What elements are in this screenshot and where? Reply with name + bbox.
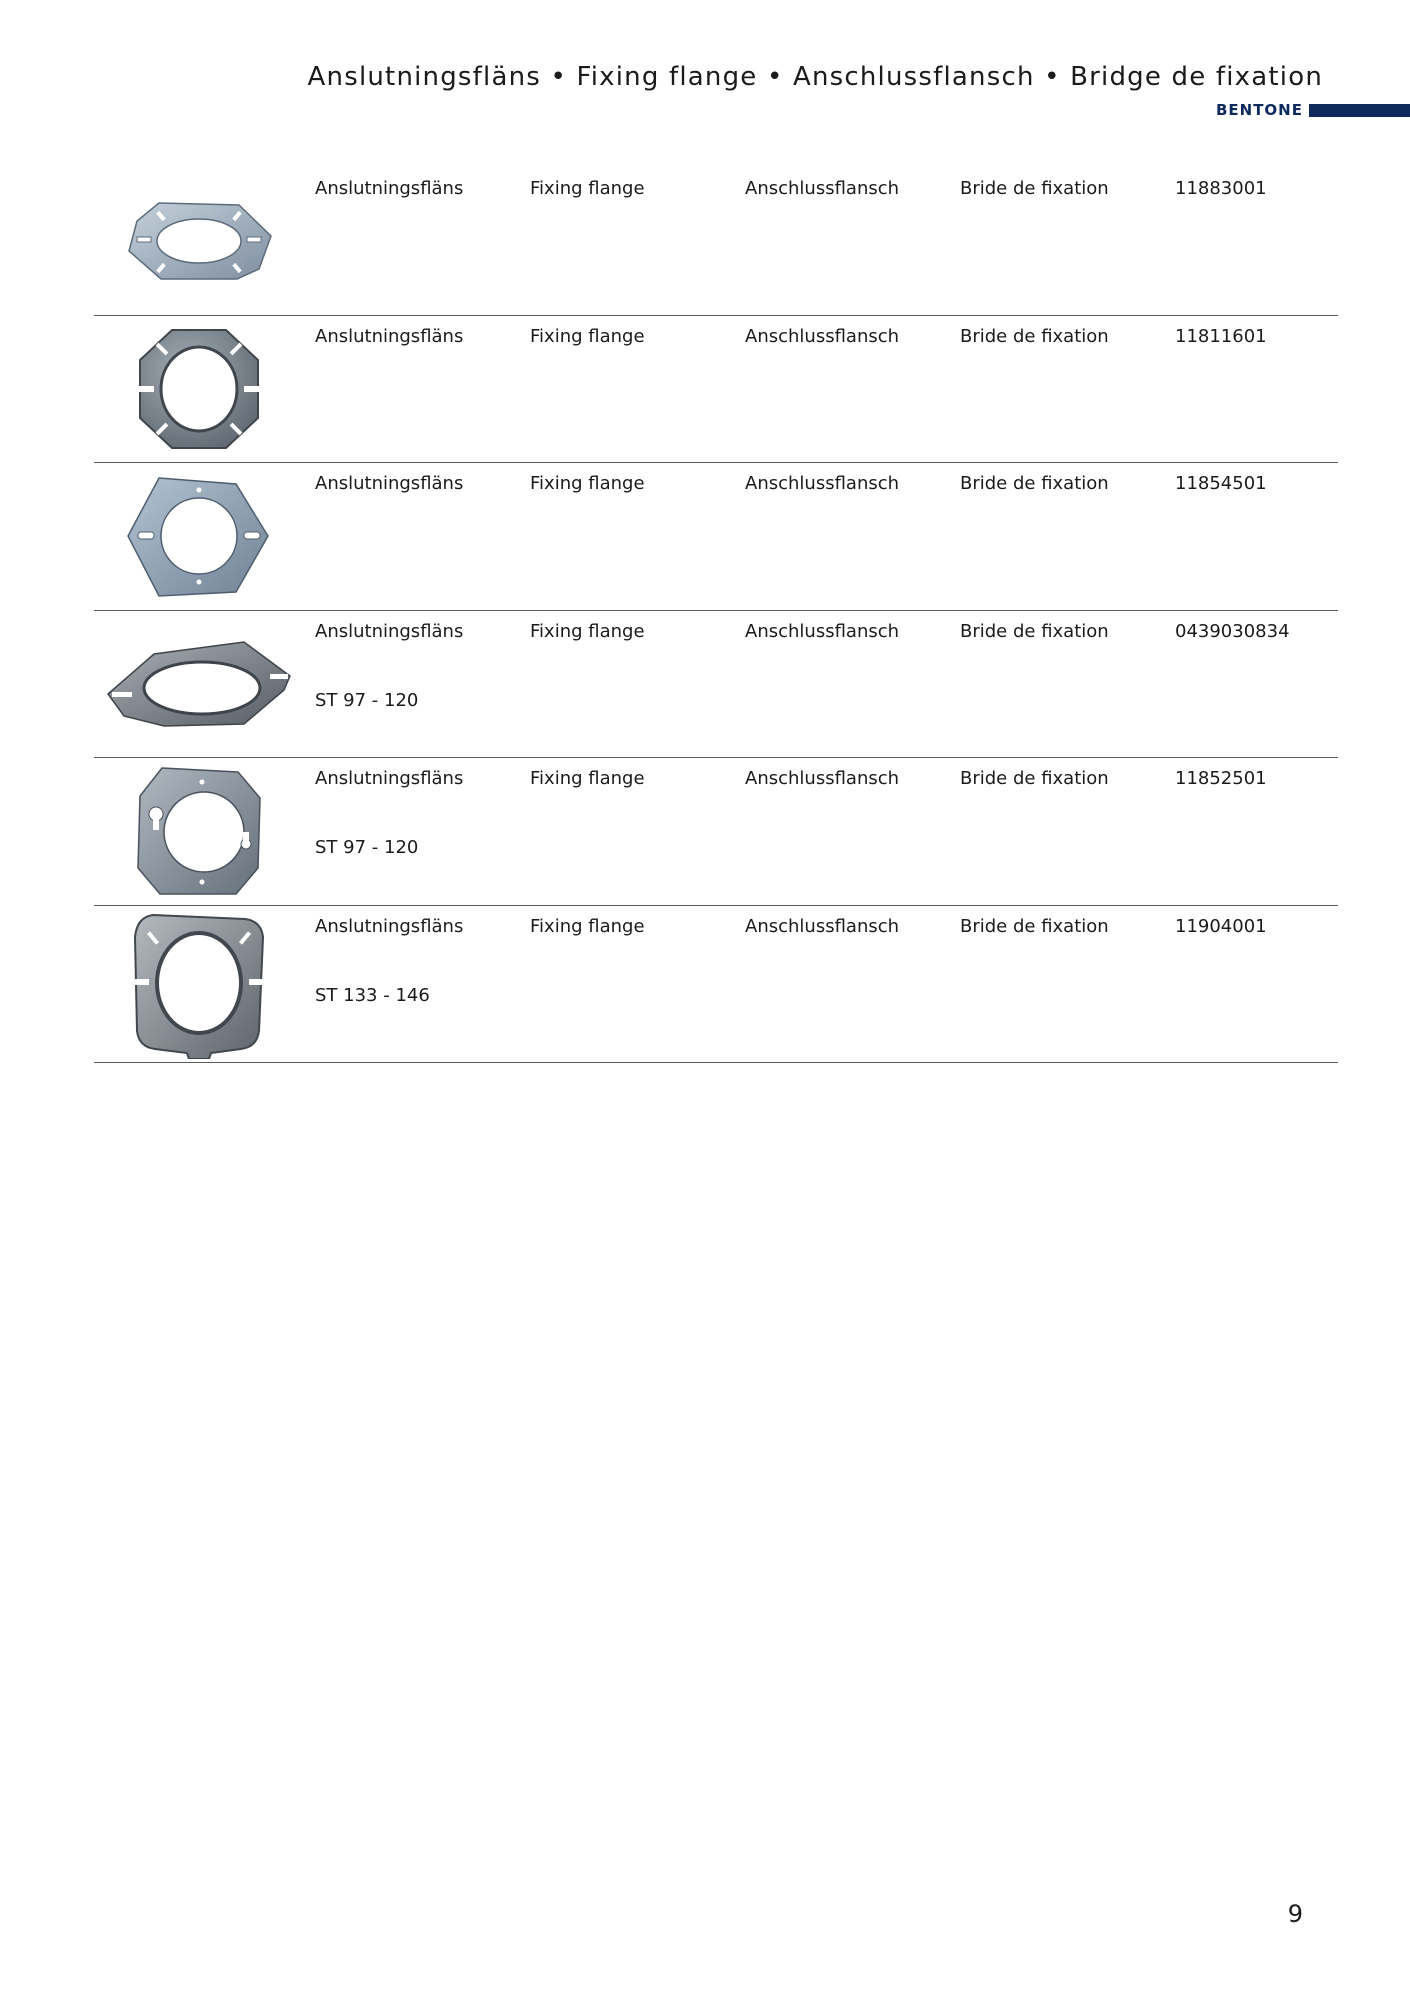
flange-octagon-plate-icon xyxy=(104,758,294,905)
flange-cast-angled-icon xyxy=(104,611,294,758)
name-sv: Anslutningsfläns xyxy=(315,620,464,642)
name-fr: Bride de fixation xyxy=(960,178,1109,199)
model-range: ST 133 - 146 xyxy=(315,984,430,1006)
table-row xyxy=(94,316,1338,464)
name-sv: Anslutningsfläns xyxy=(315,473,464,494)
name-de: Anschlussflansch xyxy=(745,768,900,789)
table-row xyxy=(94,463,1338,611)
article-number: 11852501 xyxy=(1175,768,1267,789)
name-fr: Bride de fixation xyxy=(960,620,1109,642)
name-sv: Anslutningsfläns xyxy=(315,178,464,199)
name-fr: Bride de fixation xyxy=(960,325,1109,347)
name-fr: Bride de fixation xyxy=(960,915,1109,937)
page-title: Anslutningsfläns • Fixing flange • Anschlussflansch • Bridge de fixation xyxy=(307,62,1323,92)
name-de: Anschlussflansch xyxy=(745,620,900,642)
table-row xyxy=(94,611,1338,759)
article-number: 11883001 xyxy=(1175,178,1267,199)
article-number: 11811601 xyxy=(1175,325,1267,347)
name-en: Fixing flange xyxy=(530,768,645,789)
name-en: Fixing flange xyxy=(530,915,645,937)
flange-cast-round-icon xyxy=(104,316,294,463)
name-fr: Bride de fixation xyxy=(960,768,1109,789)
name-en: Fixing flange xyxy=(530,325,645,347)
page-number: 9 xyxy=(1287,1900,1303,1928)
flange-hexagon-icon xyxy=(104,463,294,610)
flange-cast-square-icon xyxy=(104,906,294,1062)
name-de: Anschlussflansch xyxy=(745,325,900,347)
table-row xyxy=(94,758,1338,906)
article-number: 0439030834 xyxy=(1175,620,1290,642)
name-sv: Anslutningsfläns xyxy=(315,915,464,937)
model-range: ST 97 - 120 xyxy=(315,837,419,858)
name-de: Anschlussflansch xyxy=(745,178,900,199)
brand-bar xyxy=(1309,104,1410,117)
name-en: Fixing flange xyxy=(530,178,645,199)
product-table xyxy=(94,168,1338,1063)
brand-header xyxy=(1216,100,1410,120)
name-en: Fixing flange xyxy=(530,620,645,642)
brand-name: BENTONE xyxy=(1215,101,1303,119)
name-sv: Anslutningsfläns xyxy=(315,768,464,789)
table-row xyxy=(94,906,1338,1063)
name-de: Anschlussflansch xyxy=(745,473,900,494)
name-sv: Anslutningsfläns xyxy=(315,325,464,347)
model-range: ST 97 - 120 xyxy=(315,689,419,711)
flange-hex-oval-icon xyxy=(104,168,294,315)
table-row xyxy=(94,168,1338,316)
name-fr: Bride de fixation xyxy=(960,473,1109,494)
name-en: Fixing flange xyxy=(530,473,645,494)
article-number: 11854501 xyxy=(1175,473,1267,494)
article-number: 11904001 xyxy=(1175,915,1267,937)
name-de: Anschlussflansch xyxy=(745,915,900,937)
